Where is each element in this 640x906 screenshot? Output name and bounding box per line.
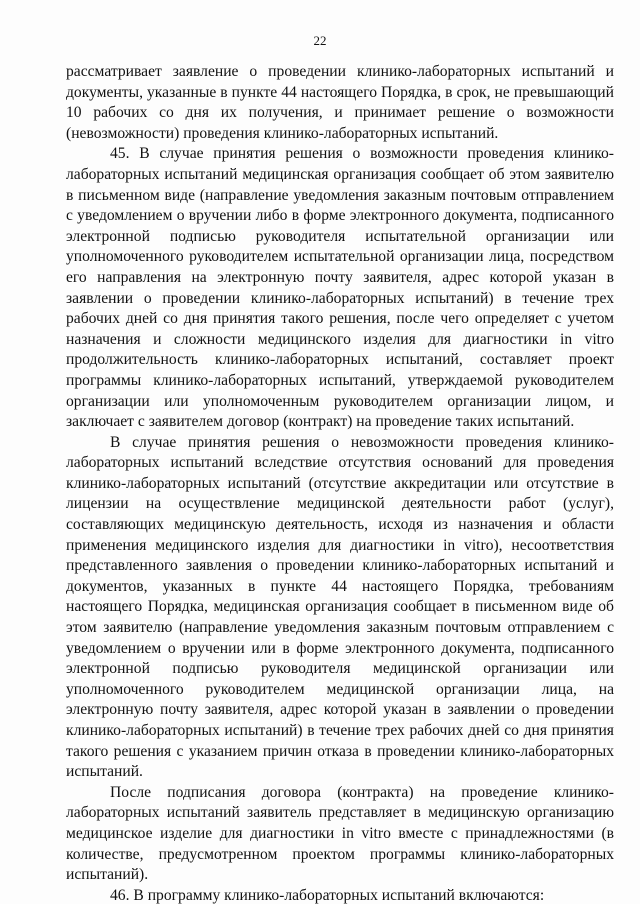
paragraph-continuation: рассматривает заявление о проведении клинико-лабораторных испытаний и документы, указанные в пункте 44 настоящего Порядка, в срок, не превышающий 10 рабочих со дня их получения, и принимает решение о возможности (невозможности) проведения клинико-лабораторных испытаний. xyxy=(66,63,614,142)
paragraph-refusal: В случае принятия решения о невозможности проведения клинико-лабораторных испытаний вследствие отсутствия оснований для проведения клинико-лабораторных испытаний (отсутствие аккредитации или отсутствие в лицензии на осуществление медицинской деятельности работ (услуг), составляющих медицинскую деятельность, исходя из назначения и области применения медицинского изделия для диагностики in vitro), несоответствия представленного заявления о проведении клинико-лабораторных испытаний и документов, указанных в пункте 44 настоящего Порядка, требованиям настоящего Порядка, медицинская организация сообщает в письменном виде об этом заявителю (направление уведомления заказным почтовым отправлением с уведомлением о вручении или в форме электронного документа, подписанного электронной подписью руководителя медицинской организации или уполномоченного руководителем медицинской организации лица, на электронную почту заявителя, адрес которой указан в заявлении о проведении клинико-лабораторных испытаний) в течение трех рабочих дней со дня принятия такого решения с указанием причин отказа в проведении клинико-лабораторных испытаний. xyxy=(66,433,614,781)
paragraph-46: 46. В программу клинико-лабораторных испытаний включаются: xyxy=(110,886,545,904)
paragraph-after-contract: После подписания договора (контракта) на проведение клинико-лабораторных испытаний заявитель представляет в медицинскую организацию медицинское изделие для диагностики in vitro вместе с принадлежностями (в количестве, предусмотренном проектом программы клинико-лабораторных испытаний). xyxy=(66,783,614,884)
paragraph-45: 45. В случае принятия решения о возможности проведения клинико-лабораторных испытаний медицинская организация сообщает об этом заявителю в письменном виде (направление уведомления заказным почтовым отправлением с уведомлением о вручении либо в форме электронного документа, подписанного электронной подписью руководителя испытательной организации или уполномоченного руководителем испытательной организации лица, посредством его направления на электронную почту заявителя, адрес которой указан в заявлении о проведении клинико-лабораторных испытаний) в течение трех рабочих дней со дня принятия такого решения, после чего определяет с учетом назначения и сложности медицинского изделия для диагностики in vitro продолжительность клинико-лабораторных испытаний, составляет проект программы клинико-лабораторных испытаний, утверждаемой руководителем организации или уполномоченным руководителем организации лицом, и заключает с заявителем договор (контракт) на проведение таких испытаний. xyxy=(66,145,614,431)
document-body xyxy=(66,62,614,906)
page-number: 22 xyxy=(313,33,327,48)
